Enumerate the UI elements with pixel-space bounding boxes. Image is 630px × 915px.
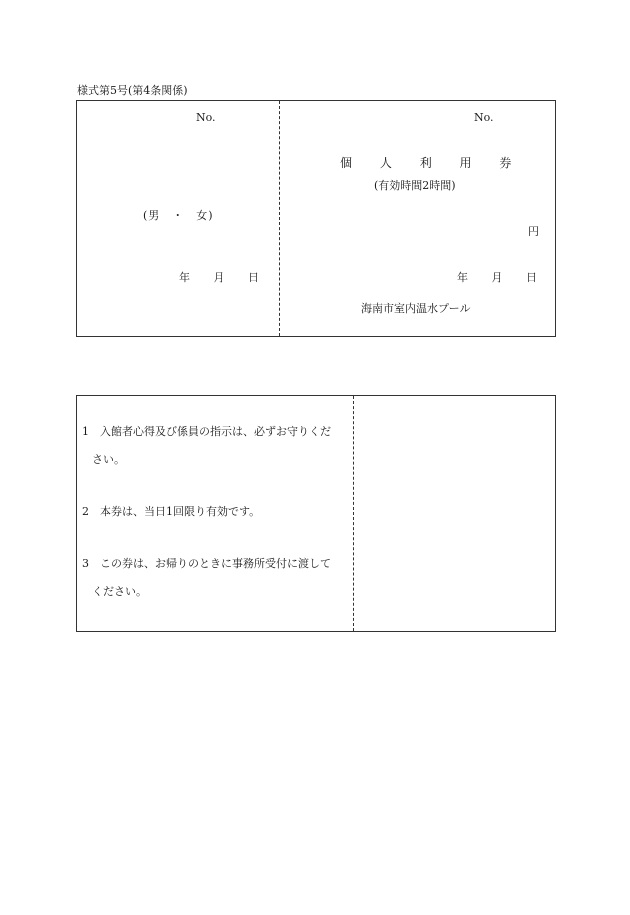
stub-number-label: No. xyxy=(196,111,216,124)
form-number-label: 様式第5号(第4条関係) xyxy=(77,84,188,97)
rule-item xyxy=(82,550,352,606)
rule-number: 1 xyxy=(82,425,89,438)
perforation-line xyxy=(279,101,280,336)
ticket-date-month: 月 xyxy=(491,271,503,284)
rule-number: 3 xyxy=(82,557,89,570)
ticket-title xyxy=(340,156,511,170)
stub-date-field xyxy=(179,271,259,285)
rule-text-continued: ください。 xyxy=(92,585,147,598)
ticket-validity: (有効時間2時間) xyxy=(374,179,456,192)
stub-date-year: 年 xyxy=(179,271,190,284)
stub-gender-field: (男 ・ 女) xyxy=(143,209,214,222)
ticket-date-day: 日 xyxy=(526,271,537,284)
perforation-line xyxy=(353,396,354,631)
ticket-title-char: 人 xyxy=(379,156,392,170)
rule-item xyxy=(82,498,352,526)
ticket-title-char: 用 xyxy=(459,156,472,170)
stub-date-month: 月 xyxy=(213,271,225,284)
rule-item xyxy=(82,418,352,474)
ticket-back xyxy=(76,395,556,632)
ticket-title-char: 券 xyxy=(499,156,512,170)
rule-text: 入館者心得及び係員の指示は、必ずお守りくだ xyxy=(100,425,331,438)
ticket-front xyxy=(76,100,556,337)
ticket-price-unit: 円 xyxy=(528,225,539,238)
ticket-date-year: 年 xyxy=(457,271,468,284)
ticket-number-label: No. xyxy=(474,111,494,124)
ticket-date-field xyxy=(457,271,537,285)
stub-date-day: 日 xyxy=(248,271,259,284)
rule-number: 2 xyxy=(82,505,89,518)
rule-text: 本券は、当日1回限り有効です。 xyxy=(100,505,261,518)
ticket-title-char: 利 xyxy=(419,156,432,170)
rule-text: この券は、お帰りのときに事務所受付に渡して xyxy=(100,557,331,570)
ticket-title-char: 個 xyxy=(340,156,353,170)
facility-name: 海南市室内温水プール xyxy=(361,302,471,315)
rule-text-continued: さい。 xyxy=(92,453,125,466)
